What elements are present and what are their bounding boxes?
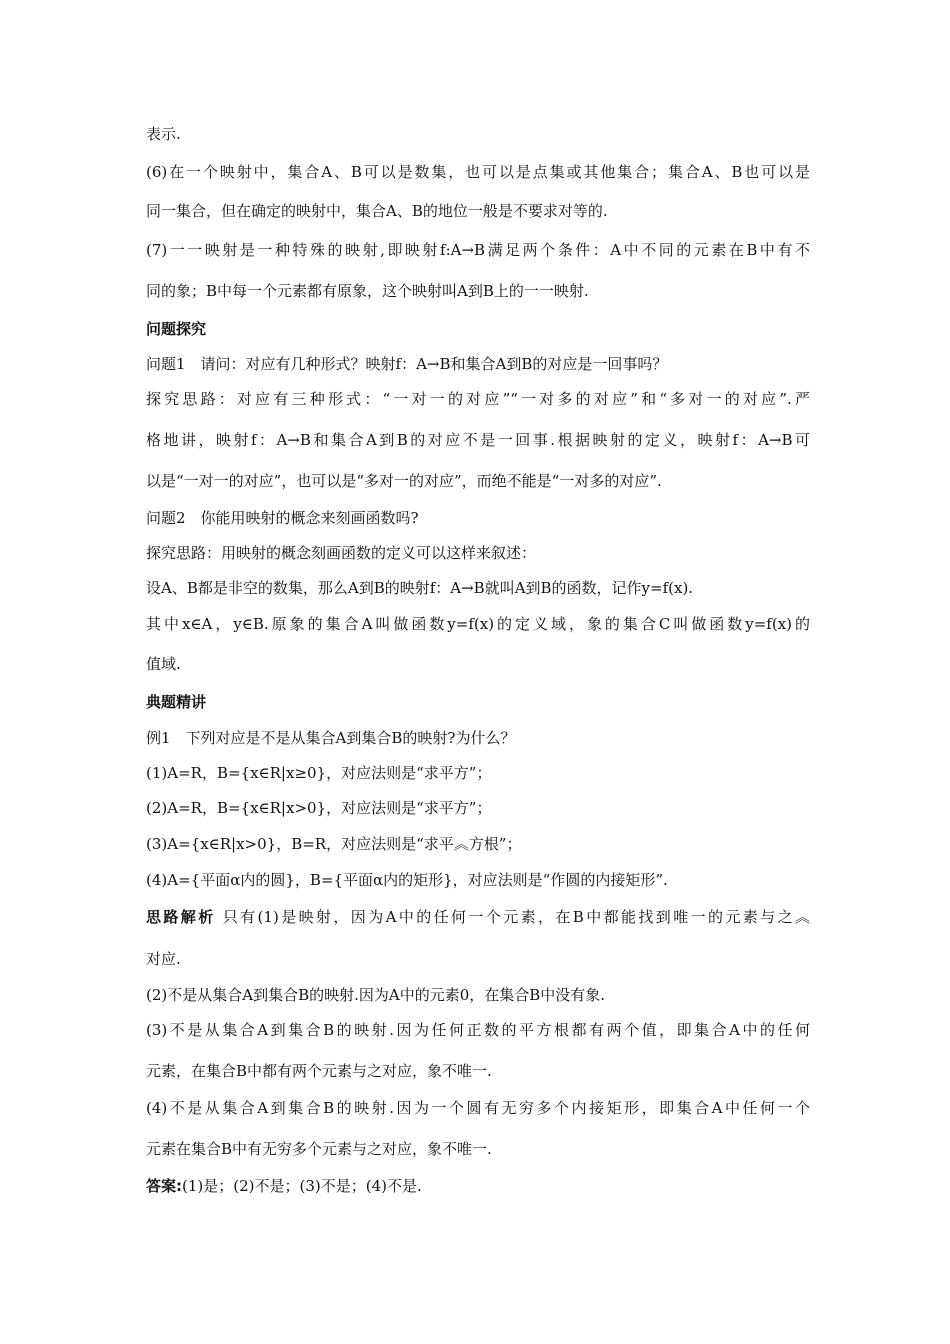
text-line: (2)不是从集合A到集合B的映射.因为A中的元素0，在集合B中没有象.	[146, 986, 606, 1004]
text-line: 探究思路：用映射的概念刻画函数的定义可以这样来叙述：	[146, 544, 537, 562]
text-line: 设A、B都是非空的数集，那么A到B的映射f：A→B就叫A到B的函数，记作y=f(x).	[146, 579, 694, 597]
text-line: 问题1 请问：对应有几种形式？映射f：A→B和集合A到B的对应是一回事吗？	[146, 355, 668, 373]
analysis-label: 思路解析	[146, 908, 216, 926]
text-line: (4)不是从集合A到集合B的映射.因为一个圆有无穷多个内接矩形，即集合A中任何一个	[146, 1099, 810, 1117]
answer-text: (1)是；(2)不是；(3)不是；(4)不是.	[182, 1177, 422, 1195]
text-line: (2)A=R，B={x∈R|x>0}，对应法则是“求平方”；	[146, 799, 492, 817]
text-line: (3)不是从集合A到集合B的映射.因为任何正数的平方根都有两个值，即集合A中的任何	[146, 1021, 810, 1039]
analysis-text: 只有(1)是映射，因为A中的任何一个元素，在B中都能找到唯一的元素与之︽	[222, 908, 810, 926]
text-line: 元素在集合B中有无穷多个元素与之对应，象不唯一.	[146, 1140, 492, 1158]
text-line: 以是“一对一的对应”，也可以是“多对一的对应”，而绝不能是“一对多的对应”.	[146, 472, 662, 490]
text-line: 表示.	[146, 125, 181, 143]
text-line: (4)A={平面α内的圆}，B={平面α内的矩形}，对应法则是“作圆的内接矩形”.	[146, 871, 668, 889]
section-heading: 典题精讲	[146, 693, 207, 711]
text-line: 问题2 你能用映射的概念来刻画函数吗?	[146, 509, 419, 527]
text-line: 例1 下列对应是不是从集合A到集合B的映射?为什么？	[146, 729, 516, 747]
text-line: 值域.	[146, 655, 181, 673]
text-line: (6)在一个映射中，集合A、B可以是数集，也可以是点集或其他集合；集合A、B也可以是	[146, 163, 810, 181]
text-line: 元素，在集合B中都有两个元素与之对应，象不唯一.	[146, 1062, 492, 1080]
text-line: 对应.	[146, 950, 181, 968]
text-line	[146, 907, 810, 927]
section-heading: 问题探究	[146, 320, 207, 338]
text-line	[146, 1176, 810, 1196]
text-line: (1)A=R，B={x∈R|x≥0}，对应法则是“求平方”；	[146, 764, 492, 782]
text-line: 同的象；B中每一个元素都有原象，这个映射叫A到B上的一一映射.	[146, 282, 589, 300]
text-line: 探究思路：对应有三种形式：“一对一的对应”“一对多的对应”和“多对一的对应”.严	[146, 390, 810, 408]
text-line: 其中x∈A，y∈B.原象的集合A叫做函数y=f(x)的定义域，象的集合C叫做函数y=f(x)的	[146, 615, 810, 633]
text-line: 同一集合，但在确定的映射中，集合A、B的地位一般是不要求对等的.	[146, 202, 608, 220]
text-line: (7)一一映射是一种特殊的映射,即映射f:A→B满足两个条件：A中不同的元素在B中有不	[146, 241, 810, 259]
answer-label: 答案:	[146, 1177, 182, 1195]
text-line: (3)A={x∈R|x>0}，B=R，对应法则是“求平︽方根”；	[146, 835, 522, 853]
text-line: 格地讲，映射f：A→B和集合A到B的对应不是一回事.根据映射的定义，映射f：A→B可	[146, 431, 810, 449]
